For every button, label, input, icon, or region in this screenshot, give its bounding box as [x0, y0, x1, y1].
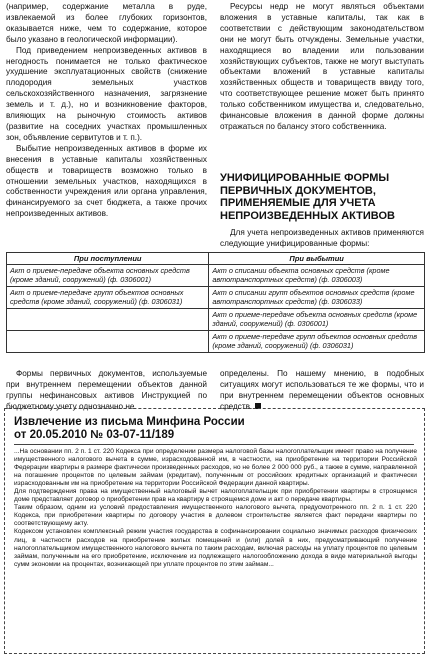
table-cell: Акт о приеме-передаче объекта основных средств (кроме зданий, сооружений) (ф. 0306001)	[209, 309, 425, 331]
forms-table	[6, 252, 425, 353]
table-row	[7, 265, 425, 287]
letter-body	[14, 448, 417, 569]
paragraph: Формы первичных документов, используемые при внутреннем перемещении объектов данной группы нефинансовых активов Инструкцией по бюджетному учету однозначно не	[6, 369, 207, 411]
paragraph	[220, 369, 424, 413]
paragraph-text: определены. По нашему мнению, в подобных ситуациях могут использоваться те же формы, что и при внутреннем перемещении объектов основных средств.	[220, 369, 424, 411]
column-header-disposal: При выбытии	[209, 253, 425, 265]
table-cell: Акт о приеме-передаче объекта основных средств (кроме зданий, сооружений) (ф. 0306001)	[7, 265, 209, 287]
paragraph: Выбытие непроизведенных активов в форме их внесения в уставные капиталы хозяйственных обществ и товариществ возможно только в отношении земельных участков, находящихся в собственности учреждения или органа управления, финансируемого за счет бюджета, а также прочих непроизведенных активов.	[6, 143, 207, 219]
paragraph: Ресурсы недр не могут являться объектами вложения в уставные капиталы, так как в соответствии с действующим законодательством они не могут быть отчуждены. Земельные участки, находящиеся во владении или пользовании хозяйствующих субъектов, также не могут выступать объектами вложений в уставные капиталы хозяйственных обществ и товариществ ввиду того, что соответствующее решение может быть принято только собственником имущества и, следовательно, финансовые вложения в данной форме должны отражаться по балансу этого собственника.	[220, 2, 424, 131]
letter-title-line: от 20.05.2010 № 03-07-11/189	[14, 428, 175, 441]
letter-title	[14, 416, 414, 441]
left-text-column	[6, 2, 207, 220]
table-cell	[7, 309, 209, 331]
letter-paragraph: Для подтверждения права на имущественный налоговый вычет налогоплательщик при приобретении квартиры в строящемся доме представляет договор о приобретении прав на квартиру в строящемся доме и акт о передаче квартиры.	[14, 488, 417, 504]
bottom-right-text	[220, 369, 424, 413]
table-row	[7, 309, 425, 331]
section-heading: УНИФИЦИРОВАННЫЕ ФОРМЫ ПЕРВИЧНЫХ ДОКУМЕНТОВ, ПРИМЕНЯЕМЫЕ ДЛЯ УЧЕТА НЕПРОИЗВЕДЕННЫХ АКТИВОВ	[220, 172, 395, 222]
bottom-left-text	[6, 369, 207, 413]
table-cell: Акт о приеме-передаче групп объектов основных средств (кроме зданий, сооружений) (ф. 0306031)	[7, 287, 209, 309]
letter-paragraph: Таким образом, одним из условий предоставления имущественного налогового вычета, предусмотренного пп. 2 п. 1 ст. 220 Кодекса, при приобретении квартиры по договору участия в долевом строительстве является факт передачи квартиры по соответствующему акту.	[14, 504, 417, 528]
table-row	[7, 287, 425, 309]
paragraph: Для учета непроизведенных активов применяются следующие унифицированные формы:	[220, 228, 424, 248]
letter-paragraph: ...На основании пп. 2 п. 1 ст. 220 Кодекса при определении размера налоговой базы налогоплательщик имеет право на получение имущественного налогового вычета в сумме, израсходованной им, в частности, на приобретение на территории Российской Федерации квартиры в размере фактически произведенных расходов, но не более 2 000 000 руб., а также в сумме, направленной на погашение процентов по целевым займам (кредитам), полученным от российских кредитных организаций и фактически израсходованным им на приобретение на территории Российской Федерации данной квартиры.	[14, 448, 417, 488]
paragraph: Под приведением непроизведенных активов в негодность понимается не только фактическое ухудшение эксплуатационных свойств (снижение плодородия земельных участков сельскохозяйственного назначения, загрязнение земель и т. д.), но и возникновение факторов, влияющих на рыночную стоимость активов (развитие на соседних участках промышленных зон, объявление сервитутов и т. п.).	[6, 45, 207, 142]
table-cell	[7, 331, 209, 353]
letter-paragraph: Кодексом установлен комплексный режим участия государства в софинансировании социально значимых расходов физических лиц, в частности расходов на приобретение жилых помещений и (или) долей в них, предусматривающий получение налогоплательщиком имущественного налогового вычета по таким расходам, включая расходы на уплату процентов по целевым займам, полученным на его приобретение, исключение из подлежащего налогообложению дохода в виде материальной выгоды сумм экономии на процентах, возникающей при уплате процентов по этим займам...	[14, 528, 417, 568]
table-cell: Акт о приеме-передаче групп объектов основных средств (кроме зданий, сооружений) (ф. 0306031)	[209, 331, 425, 353]
table-cell: Акт о списании групп объектов основных средств (кроме автотранспортных средств) (ф. 0306033)	[209, 287, 425, 309]
table-row	[7, 331, 425, 353]
table-header-row	[7, 253, 425, 265]
forms-intro	[220, 228, 424, 250]
divider	[14, 444, 414, 445]
paragraph: (например, содержание металла в руде, извлекаемой из более глубоких горизонтов, оказывается ниже, чем то содержание, которое было указано в геологической информации).	[6, 2, 207, 44]
column-header-receipt: При поступлении	[7, 253, 209, 265]
right-text-column	[220, 2, 424, 133]
letter-title-line: Извлечение из письма Минфина России	[14, 416, 245, 428]
table-cell: Акт о списании объекта основных средств (кроме автотранспортных средств) (ф. 0306003)	[209, 265, 425, 287]
